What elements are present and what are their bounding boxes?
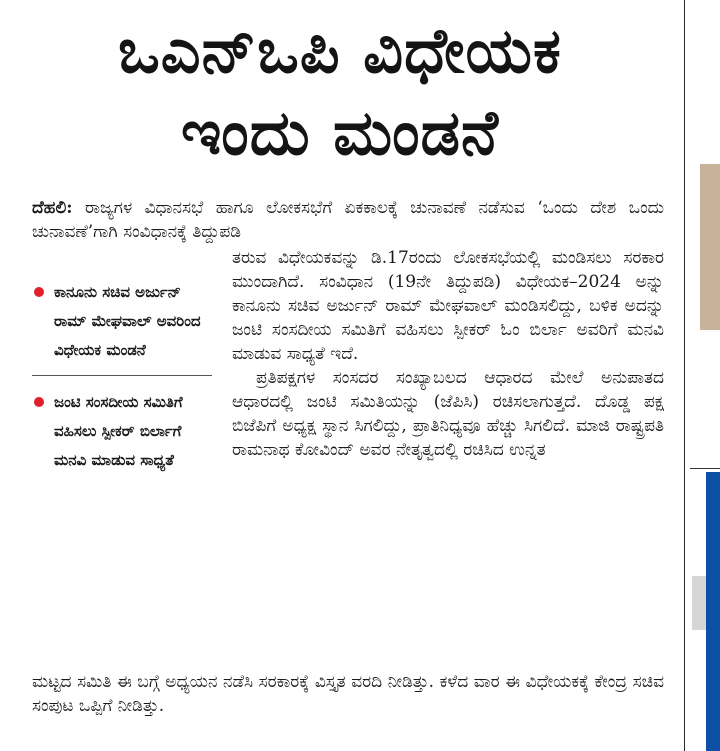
body-paragraph-1: ತರುವ ವಿಧೇಯಕವನ್ನು ಡಿ.17ರಂದು ಲೋಕಸಭೆಯಲ್ಲಿ ಮಂಡಿಸಲು ಸರಕಾರ ಮುಂದಾಗಿದೆ. ಸಂವಿಧಾನ (19ನೇ ತಿದ್ದುಪಡಿ) ವಿಧೇಯಕ–2024 ಅನ್ನು ಕಾನೂನು ಸಚಿವ ಅರ್ಜುನ್ ರಾಮ್ ಮೇಘವಾಲ್ ಮಂಡಿಸಲಿದ್ದು, ಬಳಿಕ ಅದನ್ನು ಜಂಟಿ ಸಂಸದೀಯ ಸಮಿತಿಗೆ ವಹಿಸಲು ಸ್ಪೀಕರ್ ಓಂ ಬಿರ್ಲಾ ಅವರಿಗೆ ಮನವಿ ಮಾಡುವ ಸಾಧ್ಯತೆ ಇದೆ. xyxy=(232,248,664,364)
main-column xyxy=(232,246,664,462)
adjacent-article-clipped xyxy=(690,0,720,751)
highlight-text: ಜಂಟಿ ಸಂಸದೀಯ ಸಮಿತಿಗೆ ವಹಿಸಲು ಸ್ಪೀಕರ್ ಬಿರ್ಲಾಗೆ ಮನವಿ ಮಾಡುವ ಸಾಧ್ಯತೆ xyxy=(54,393,183,469)
lead-text: ರಾಜ್ಯಗಳ ವಿಧಾನಸಭೆ ಹಾಗೂ ಲೋಕಸಭೆಗೆ ಏಕಕಾಲಕ್ಕೆ ಚುನಾವಣೆ ನಡೆಸುವ ‘ಒಂದು ದೇಶ ಒಂದು ಚುನಾವಣೆ’ಗಾಗಿ ಸಂವಿಧಾನಕ್ಕೆ ತಿದ್ದುಪಡಿ xyxy=(32,198,664,242)
adjacent-color-bar xyxy=(706,472,720,751)
closing-paragraph: ಮಟ್ಟದ ಸಮಿತಿ ಈ ಬಗ್ಗೆ ಅಧ್ಯಯನ ನಡೆಸಿ ಸರಕಾರಕ್ಕೆ ವಿಸ್ತೃತ ವರದಿ ನೀಡಿತ್ತು. ಕಳೆದ ವಾರ ಈ ವಿಧೇಯಕಕ್ಕೆ ಕೇಂದ್ರ ಸಚಿವ ಸಂಪುಟ ಒಪ್ಪಿಗೆ ನೀಡಿತ್ತು. xyxy=(32,672,664,716)
bullet-icon xyxy=(34,287,44,297)
highlight-item xyxy=(32,388,212,475)
headline-line-1: ಒಎನ್‌ಒಪಿ ವಿಧೇಯಕ xyxy=(118,14,562,87)
headline-line-2: ಇಂದು ಮಂಡನೆ xyxy=(181,96,499,169)
body-paragraph-2: ಪ್ರತಿಪಕ್ಷಗಳ ಸಂಸದರ ಸಂಖ್ಯಾಬಲದ ಆಧಾರದ ಮೇಲೆ ಅನುಪಾತದ ಆಧಾರದಲ್ಲಿ ಜಂಟಿ ಸಮಿತಿಯನ್ನು (ಜೆಪಿಸಿ) ರಚಿಸಲಾಗುತ್ತದೆ. ದೊಡ್ಡ ಪಕ್ಷ ಬಿಜೆಪಿಗೆ ಅಧ್ಯಕ್ಷ ಸ್ಥಾನ ಸಿಗಲಿದ್ದು, ಪ್ರಾತಿನಿಧ್ಯವೂ ಹೆಚ್ಚು ಸಿಗಲಿದೆ. ಮಾಜಿ ರಾಷ್ಟ್ರಪತಿ ರಾಮನಾಥ ಕೋವಿಂದ್ ಅವರ ನೇತೃತ್ವದಲ್ಲಿ ರಚಿಸಿದ ಉನ್ನತ xyxy=(232,368,664,460)
lead-paragraph xyxy=(32,196,664,244)
adjacent-photo xyxy=(700,164,720,330)
column-divider xyxy=(684,0,685,751)
highlight-divider xyxy=(32,375,212,376)
highlight-text: ಕಾನೂನು ಸಚಿವ ಅರ್ಜುನ್ ರಾಮ್ ಮೇಘವಾಲ್ ಅವರಿಂದ ವಿಧೇಯಕ ಮಂಡನೆ xyxy=(54,283,201,359)
headline xyxy=(0,10,680,174)
highlights-box xyxy=(32,278,212,475)
highlight-item xyxy=(32,278,212,365)
dateline: ದೆಹಲಿ: xyxy=(32,198,73,218)
adjacent-divider xyxy=(690,468,720,469)
bullet-icon xyxy=(34,397,44,407)
